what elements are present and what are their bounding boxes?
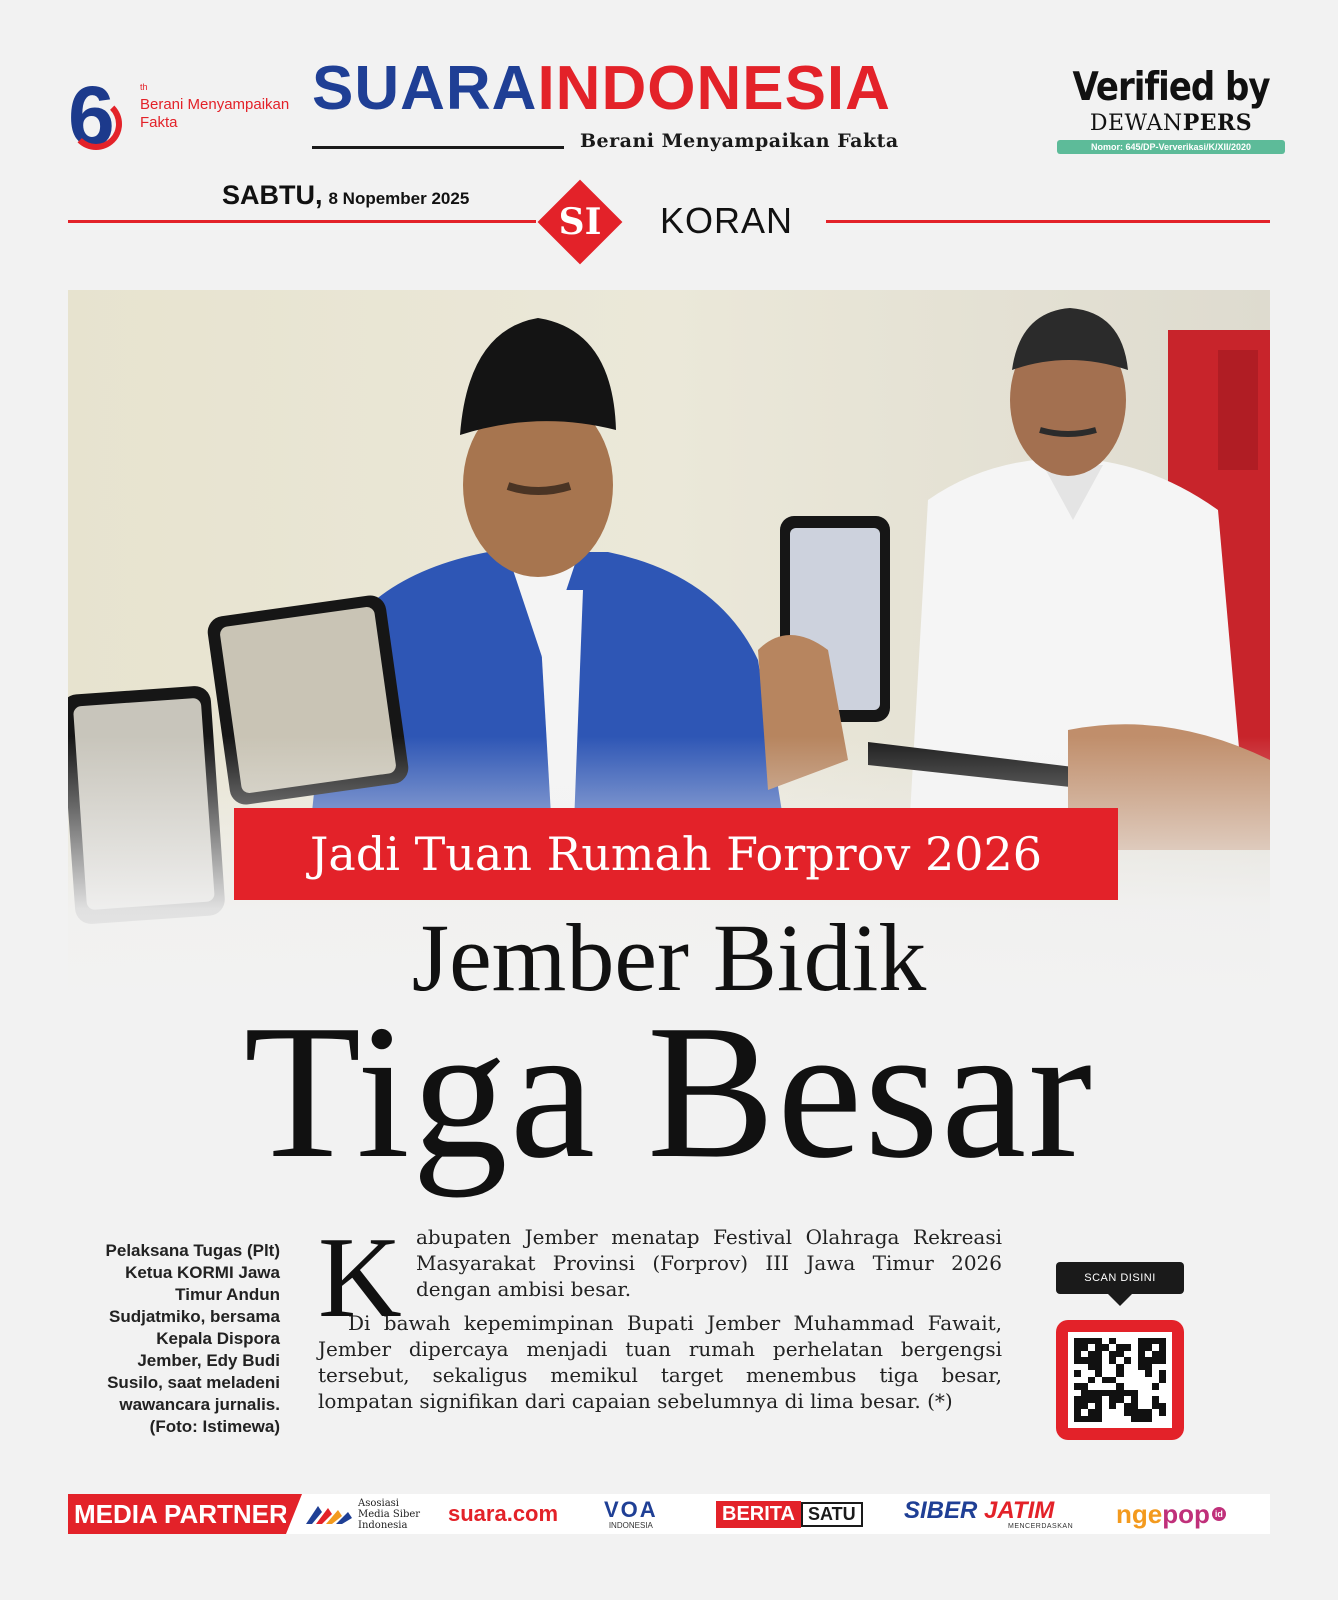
- qr-module: [1095, 1416, 1102, 1422]
- ngepop-logo: [1116, 1494, 1226, 1534]
- article-body: [318, 1214, 1002, 1414]
- qr-module: [1102, 1416, 1109, 1422]
- press-council-part-b: PERS: [1182, 110, 1253, 136]
- beritasatu-part-a: BERITA: [716, 1501, 801, 1528]
- scan-arrow-icon: [1108, 1294, 1132, 1306]
- press-council-part-a: DEWAN: [1089, 111, 1183, 136]
- headline-line-1: Jember Bidik: [411, 904, 927, 1011]
- qr-code-icon[interactable]: [1068, 1332, 1172, 1428]
- dateline: [222, 180, 469, 211]
- qr-module: [1159, 1416, 1166, 1422]
- voa-logo: [604, 1494, 658, 1534]
- brand-slogan: Berani Menyampaikan Fakta: [580, 130, 899, 152]
- section-name: KORAN: [660, 200, 794, 241]
- brand-rule: [312, 146, 564, 149]
- media-partner-label: MEDIA PARTNER: [68, 1494, 286, 1534]
- photo-caption: Pelaksana Tugas (Plt) Ketua KORMI Jawa Timur Andun Sudjatmiko, bersama Kepala Dispora Jember, Edy Budi Susilo, saat meladeni wawancara jurnalis. (Foto: Istimewa): [105, 1241, 280, 1436]
- lead-photo-illustration: [68, 290, 1270, 1010]
- header-rule-left: [68, 220, 536, 223]
- qr-code-frame[interactable]: [1056, 1320, 1184, 1440]
- headline-kicker-text: Jadi Tuan Rumah Forprov 2026: [309, 827, 1043, 881]
- edition-day: SABTU,: [222, 180, 323, 210]
- siberjatim-logo: [904, 1494, 1073, 1534]
- qr-module: [1138, 1416, 1145, 1422]
- press-verification-badge: [1056, 64, 1286, 168]
- amsi-name: Asosiasi Media Siber Indonesia: [358, 1497, 421, 1531]
- lead-photo: [68, 290, 1270, 1010]
- amsi-logo: [304, 1494, 428, 1534]
- anniversary-number: 6: [68, 69, 115, 163]
- beritasatu-logo: [716, 1494, 863, 1534]
- verification-number: Nomor: 645/DP-Ververikasi/K/XII/2020: [1057, 140, 1285, 154]
- article-paragraph-2: Di bawah kepemimpinan Bupati Jember Muhammad Fawait, Jember dipercaya menjadi tuan rumah perhelatan bergengsi tersebut, sekaligus memikul target menembus tiga besar, lompatan signifikan dari capaian sebelumnya di lima besar. (*): [318, 1311, 1002, 1413]
- anniversary-ring-icon: [70, 98, 122, 150]
- siberjatim-name: [904, 1496, 1055, 1524]
- beritasatu-part-b: SATU: [801, 1502, 863, 1527]
- edition-date: 8 Nopember 2025: [328, 189, 470, 208]
- media-partner-strip: [68, 1494, 1270, 1534]
- qr-module: [1152, 1416, 1159, 1422]
- header-rule-right: [826, 220, 1270, 223]
- qr-module: [1088, 1416, 1095, 1422]
- qr-module: [1145, 1416, 1152, 1422]
- scan-label: SCAN DISINI: [1056, 1262, 1184, 1294]
- ngepop-part-b: pop: [1162, 1498, 1210, 1529]
- headline-kicker: [234, 808, 1118, 900]
- qr-module: [1131, 1416, 1138, 1422]
- anniversary-logo: [68, 69, 290, 163]
- verified-by-text: Verified by: [1072, 64, 1270, 111]
- ngepop-part-c: id: [1212, 1507, 1226, 1521]
- qr-module: [1109, 1416, 1116, 1422]
- suara-com-logo: suara.com: [448, 1501, 559, 1526]
- siberjatim-sub: MENCERDASKAN: [1008, 1522, 1074, 1530]
- voa-sub: INDONESIA: [608, 1520, 653, 1530]
- anniversary-tagline: Berani Menyampaikan Fakta: [140, 96, 290, 131]
- anniversary-suffix: th: [140, 82, 148, 92]
- brand-name-part1: SUARA: [312, 54, 538, 123]
- qr-module: [1124, 1416, 1131, 1422]
- amsi-mark-icon: [304, 1502, 354, 1526]
- brand-name: [312, 54, 891, 123]
- brand-name-part2: INDONESIA: [537, 54, 891, 123]
- qr-module: [1081, 1416, 1088, 1422]
- qr-module: [1116, 1416, 1123, 1422]
- headline-line-2: Tiga Besar: [243, 985, 1095, 1198]
- siberjatim-part-a: SIBER: [904, 1496, 978, 1524]
- newspaper-brand: [312, 54, 1024, 158]
- voa-name: VOA: [604, 1496, 658, 1522]
- siberjatim-part-b: JATIM: [984, 1496, 1055, 1524]
- qr-module: [1074, 1416, 1081, 1422]
- article-dropcap: K: [318, 1214, 402, 1342]
- article-paragraph-1: abupaten Jember menatap Festival Olahraga Rekreasi Masyarakat Provinsi (Forprov) III Jawa Timur 2026 dengan ambisi besar.: [416, 1225, 1002, 1301]
- press-council-name: [1056, 110, 1286, 136]
- ngepop-part-a: nge: [1116, 1498, 1163, 1529]
- section-badge: SI: [558, 201, 602, 243]
